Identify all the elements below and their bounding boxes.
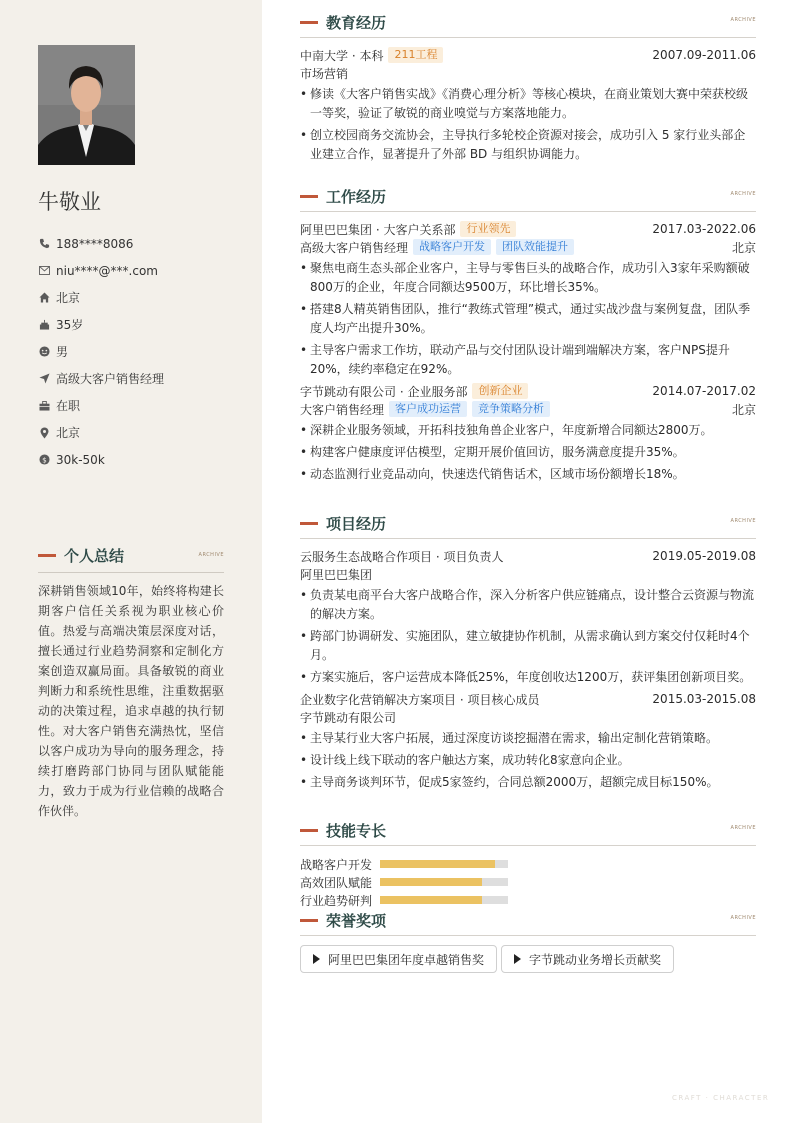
info-text: 30k-50k bbox=[56, 452, 105, 467]
skill-label: 战略客户开发 bbox=[300, 857, 373, 872]
skills-heading bbox=[300, 818, 756, 846]
school-name: 中南大学 · 本科 bbox=[300, 48, 384, 63]
project-org-row bbox=[300, 565, 756, 583]
section-title: 工作经历 bbox=[326, 188, 387, 206]
honors-heading bbox=[300, 908, 756, 936]
svg-text:$: $ bbox=[41, 455, 47, 465]
summary-heading bbox=[38, 545, 224, 573]
sidebar bbox=[0, 0, 262, 1123]
archive-label: ARCHIVE bbox=[730, 518, 756, 524]
archive-label: ARCHIVE bbox=[730, 825, 756, 831]
briefcase-icon bbox=[38, 400, 50, 412]
info-text: 188****8086 bbox=[56, 236, 134, 251]
skill-item bbox=[300, 891, 530, 909]
cake-icon bbox=[38, 319, 50, 331]
list-item: • 主导某行业大客户拓展，通过深度访谈挖掘潜在需求，输出定制化营销策略。 bbox=[300, 729, 756, 748]
play-icon bbox=[313, 954, 320, 964]
section-title: 项目经历 bbox=[326, 515, 387, 533]
company-name: 字节跳动有限公司 · 企业服务部 bbox=[300, 384, 468, 399]
job-entry bbox=[300, 220, 756, 379]
gender-icon bbox=[38, 346, 50, 358]
project-date: 2015.03-2015.08 bbox=[652, 692, 756, 706]
skill-item bbox=[300, 855, 530, 873]
archive-label: ARCHIVE bbox=[730, 17, 756, 23]
info-position bbox=[38, 365, 238, 392]
list-item: • 构建客户健康度评估模型，定期开展价值回访，服务满意度提升35%。 bbox=[300, 443, 756, 462]
skill-bar-fill bbox=[380, 860, 495, 868]
project-entry bbox=[300, 547, 756, 687]
list-item: • 设计线上线下联动的客户触达方案，成功转化8家意向企业。 bbox=[300, 751, 756, 770]
project-date: 2019.05-2019.08 bbox=[652, 549, 756, 563]
job-header bbox=[300, 382, 756, 400]
skill-bar bbox=[380, 878, 508, 886]
mail-icon bbox=[38, 265, 50, 277]
major-row bbox=[300, 64, 756, 82]
project-name: 云服务生态战略合作项目 · 项目负责人 bbox=[300, 549, 504, 564]
list-item: • 创立校园商务交流协会，主导执行多轮校企资源对接会，成功引入 5 家行业头部企业建立合作，显著提升了外部 BD 与组织协调能力。 bbox=[300, 126, 756, 164]
skill-item bbox=[300, 873, 530, 891]
job-location: 北京 bbox=[731, 402, 756, 417]
job-role: 高级大客户销售经理 bbox=[300, 240, 409, 255]
footer-watermark: CRAFT · CHARACTER bbox=[672, 1094, 770, 1102]
award-label: 阿里巴巴集团年度卓越销售奖 bbox=[328, 952, 485, 967]
list-item: • 负责某电商平台大客户战略合作，深入分析客户供应链痛点，设计整合云资源与物流的解决方案。 bbox=[300, 586, 756, 624]
info-phone bbox=[38, 230, 238, 257]
section-title: 个人总结 bbox=[64, 547, 125, 565]
skills-list bbox=[300, 855, 756, 909]
award-badge bbox=[300, 945, 497, 973]
project-header bbox=[300, 690, 756, 708]
accent-bar bbox=[300, 829, 318, 832]
accent-bar bbox=[300, 21, 318, 24]
info-text: 高级大客户销售经理 bbox=[56, 372, 165, 386]
honors-section bbox=[300, 908, 756, 973]
project-header bbox=[300, 547, 756, 565]
info-city bbox=[38, 284, 238, 311]
skill-label: 行业趋势研判 bbox=[300, 893, 373, 908]
play-icon bbox=[514, 954, 521, 964]
summary-text: 深耕销售领域10年，始终将构建长期客户信任关系视为职业核心价值。热爱与高端决策层深度对话，擅长通过行业趋势洞察和定制化方案创造双赢局面。具备敏锐的商业判断力和系统性思维，注重数据驱动的决策过程，追求卓越的执行韧性。对大客户销售充满热忱，坚信以客户成功为导向的服务理念，持续打磨跨部门协同与团队赋能能力，致力于成为行业信赖的战略合作伙伴。 bbox=[38, 584, 224, 818]
company-tag: 创新企业 bbox=[472, 383, 528, 399]
info-text: 在职 bbox=[56, 399, 81, 413]
major: 市场营销 bbox=[300, 66, 349, 81]
section-title: 技能专长 bbox=[326, 822, 387, 840]
list-item: • 聚焦电商生态头部企业客户，主导与零售巨头的战略合作，成功引入3家年采购额破800万的企业，年度合同额达9500万，环比增长35%。 bbox=[300, 259, 756, 297]
archive-label: ARCHIVE bbox=[198, 552, 224, 558]
contact-info bbox=[38, 230, 238, 473]
work-heading bbox=[300, 184, 756, 212]
project-org: 阿里巴巴集团 bbox=[300, 567, 373, 582]
job-entry bbox=[300, 382, 756, 484]
role-tag: 竞争策略分析 bbox=[472, 401, 550, 417]
info-salary bbox=[38, 446, 238, 473]
archive-label: ARCHIVE bbox=[730, 915, 756, 921]
location-icon bbox=[38, 427, 50, 439]
role-tag: 战略客户开发 bbox=[413, 239, 491, 255]
projects-heading bbox=[300, 511, 756, 539]
project-entry bbox=[300, 690, 756, 792]
education-row bbox=[300, 46, 756, 64]
info-text: 北京 bbox=[56, 426, 81, 440]
company-name: 阿里巴巴集团 · 大客户关系部 bbox=[300, 222, 456, 237]
list-item: • 方案实施后，客户运营成本降低25%，年度创收达1200万，获评集团创新项目奖。 bbox=[300, 668, 756, 687]
info-text: 男 bbox=[56, 345, 69, 359]
education-date: 2007.09-2011.06 bbox=[652, 48, 756, 62]
info-email bbox=[38, 257, 238, 284]
job-location: 北京 bbox=[731, 240, 756, 255]
list-item: • 主导客户需求工作坊，联动产品与交付团队设计端到端解决方案，客户NPS提升20%，续约率稳定在92%。 bbox=[300, 341, 756, 379]
role-row bbox=[300, 400, 756, 418]
send-icon bbox=[38, 373, 50, 385]
list-item: • 修读《大客户销售实战》《消费心理分析》等核心模块，在商业策划大赛中荣获校级一等奖，验证了敏锐的商业嗅觉与方案落地能力。 bbox=[300, 85, 756, 123]
info-age bbox=[38, 311, 238, 338]
job-role: 大客户销售经理 bbox=[300, 402, 385, 417]
list-item: • 动态监测行业竞品动向，快速迭代销售话术，区域市场份额增长18%。 bbox=[300, 465, 756, 484]
company-tag: 行业领先 bbox=[460, 221, 516, 237]
role-row bbox=[300, 238, 756, 256]
info-status bbox=[38, 392, 238, 419]
awards-list bbox=[300, 945, 756, 973]
info-location bbox=[38, 419, 238, 446]
education-section bbox=[300, 10, 756, 167]
skill-bar bbox=[380, 860, 508, 868]
projects-section bbox=[300, 511, 756, 795]
archive-label: ARCHIVE bbox=[730, 191, 756, 197]
skill-bar-fill bbox=[380, 878, 482, 886]
list-item: • 搭建8人精英销售团队，推行“教练式管理”模式，通过实战沙盘与案例复盘，团队季度人均产出提升30%。 bbox=[300, 300, 756, 338]
skill-bar bbox=[380, 896, 508, 904]
list-item: • 主导商务谈判环节，促成5家签约，合同总额2000万，超额完成目标150%。 bbox=[300, 773, 756, 792]
role-tag: 客户成功运营 bbox=[389, 401, 467, 417]
section-title: 教育经历 bbox=[326, 14, 387, 32]
job-header bbox=[300, 220, 756, 238]
info-text: 35岁 bbox=[56, 318, 84, 332]
skills-section bbox=[300, 818, 756, 909]
role-tag: 团队效能提升 bbox=[496, 239, 574, 255]
project-name: 企业数字化营销解决方案项目 · 项目核心成员 bbox=[300, 692, 540, 707]
work-section bbox=[300, 184, 756, 487]
award-badge bbox=[501, 945, 674, 973]
job-date: 2014.07-2017.02 bbox=[652, 384, 756, 398]
skill-bar-fill bbox=[380, 896, 482, 904]
award-label: 字节跳动业务增长贡献奖 bbox=[529, 952, 662, 967]
section-title: 荣誉奖项 bbox=[326, 912, 387, 930]
project-org: 字节跳动有限公司 bbox=[300, 710, 397, 725]
candidate-name: 牛敬业 bbox=[38, 190, 101, 214]
accent-bar bbox=[38, 554, 56, 557]
education-heading bbox=[300, 10, 756, 38]
info-gender bbox=[38, 338, 238, 365]
phone-icon bbox=[38, 238, 50, 250]
list-item: • 深耕企业服务领域，开拓科技独角兽企业客户，年度新增合同额达2800万。 bbox=[300, 421, 756, 440]
info-text: 北京 bbox=[56, 291, 81, 305]
salary-icon bbox=[38, 454, 50, 466]
job-date: 2017.03-2022.06 bbox=[652, 222, 756, 236]
profile-photo bbox=[38, 45, 135, 165]
list-item: • 跨部门协调研发、实施团队，建立敏捷协作机制，从需求确认到方案交付仅耗时4个月。 bbox=[300, 627, 756, 665]
accent-bar bbox=[300, 522, 318, 525]
accent-bar bbox=[300, 919, 318, 922]
school-tag: 211工程 bbox=[388, 47, 443, 63]
info-text: niu****@***.com bbox=[56, 263, 158, 278]
project-org-row bbox=[300, 708, 756, 726]
skill-label: 高效团队赋能 bbox=[300, 875, 373, 890]
accent-bar bbox=[300, 195, 318, 198]
home-icon bbox=[38, 292, 50, 304]
